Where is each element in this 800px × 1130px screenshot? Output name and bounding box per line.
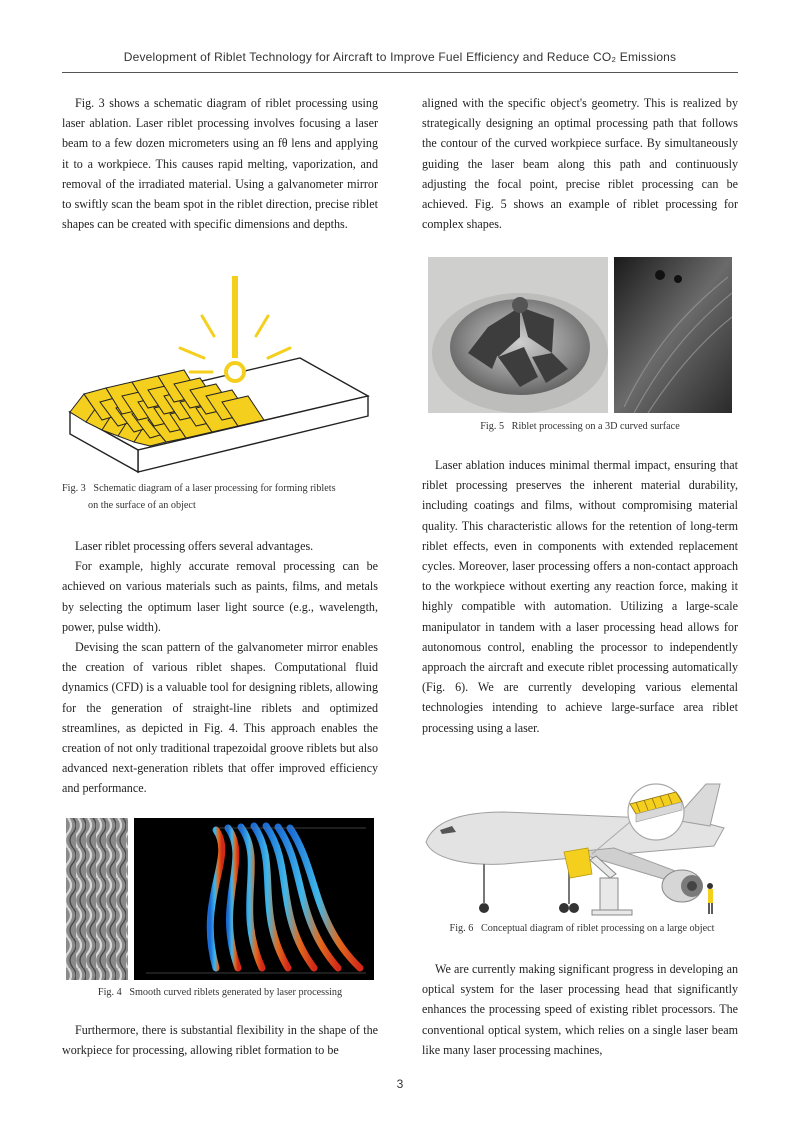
paragraph: Fig. 3 shows a schematic diagram of riblet processing using laser ablation. Laser riblet processing involves focusing a laser beam to a few dozen micrometers using an fθ lens and applying it to a workpiece. This causes rapid melting, vaporization, and removal of the irradiated material. Using a galvanometer mirror to swiftly scan the beam spot in the riblet direction, precise riblet shapes can be created with specific dimensions and depths.	[62, 96, 378, 232]
figure-4-caption: Fig. 4 Smooth curved riblets generated by laser processing	[97, 987, 343, 998]
figure-5-caption: Fig. 5 Riblet processing on a 3D curved surface	[480, 421, 680, 432]
caption-line: Fig. 3 Schematic diagram of a laser processing for forming riblets	[62, 483, 336, 494]
paragraph: Furthermore, there is substantial flexibility in the shape of the workpiece for processing, allowing riblet formation to be	[62, 1023, 378, 1058]
paragraph: aligned with the specific object's geometry. This is realized by strategically designing an optimal processing path that follows the contour of the curved workpiece surface. By simultaneously guiding the laser beam along this path and continuously adjusting the focal point, precise riblet processing can be achieved. Fig. 5 shows an example of riblet processing for complex shapes.	[422, 96, 738, 232]
page-number: 3	[396, 1077, 404, 1091]
figure-3-laser-schematic	[62, 272, 378, 477]
figure-6-aircraft-concept	[424, 782, 734, 918]
left-column-middle	[62, 536, 378, 799]
right-column-bottom	[422, 959, 738, 1060]
paragraph: For example, highly accurate removal processing can be achieved on various materials such as paints, films, and metals by selecting the optimum laser light source (e.g., wavelength, power, pulse width).	[62, 559, 378, 634]
left-column-top	[62, 93, 378, 234]
header-rule	[62, 72, 738, 73]
running-header: Development of Riblet Technology for Aircraft to Improve Fuel Efficiency and Reduce CO₂ Emissions	[123, 50, 677, 64]
paragraph: Laser ablation induces minimal thermal impact, ensuring that riblet processing preserves the inherent material durability, including coatings and films, without compromising material quality. This characteristic allows for the retention of long-term riblet effects, even in components with extended replacement cycles. Moreover, laser processing offers a non-contact approach to the workpiece without exerting any reaction force, making it highly compatible with automation. Utilizing a large-scale manipulator in tandem with a laser processing head allows for autonomous control, enabling the processor to independently approach the aircraft and execute riblet processing automatically (Fig. 6). We are currently developing various elemental technologies intending to achieve large-surface area riblet processing using a laser.	[422, 458, 738, 735]
caption-line: on the surface of an object	[88, 500, 196, 511]
figure-5-impeller-photos	[428, 257, 732, 413]
left-column-bottom	[62, 1020, 378, 1060]
paragraph: We are currently making significant progress in developing an optical system for the laser processing head that significantly enhances the processing speed of existing riblet processors. The conventional optical system, which relies on a single laser beam like many laser processing machines,	[422, 962, 738, 1057]
figure-3-caption	[62, 480, 382, 514]
right-column-top	[422, 93, 738, 234]
figure-6-caption: Fig. 6 Conceptual diagram of riblet processing on a large object	[449, 923, 715, 934]
right-column-middle	[422, 455, 738, 738]
paragraph: Devising the scan pattern of the galvanometer mirror enables the creation of various riblet shapes. Computational fluid dynamics (CFD) is a valuable tool for designing riblets, allowing for the generation of straight-line riblets and optimized streamlines, as depicted in Fig. 4. This approach enables the creation of not only traditional trapezoidal groove riblets but also advanced next-generation riblets that offer improved efficiency and performance.	[62, 640, 378, 796]
paragraph: Laser riblet processing offers several advantages.	[75, 539, 314, 553]
figure-4-curved-riblets	[66, 818, 374, 980]
